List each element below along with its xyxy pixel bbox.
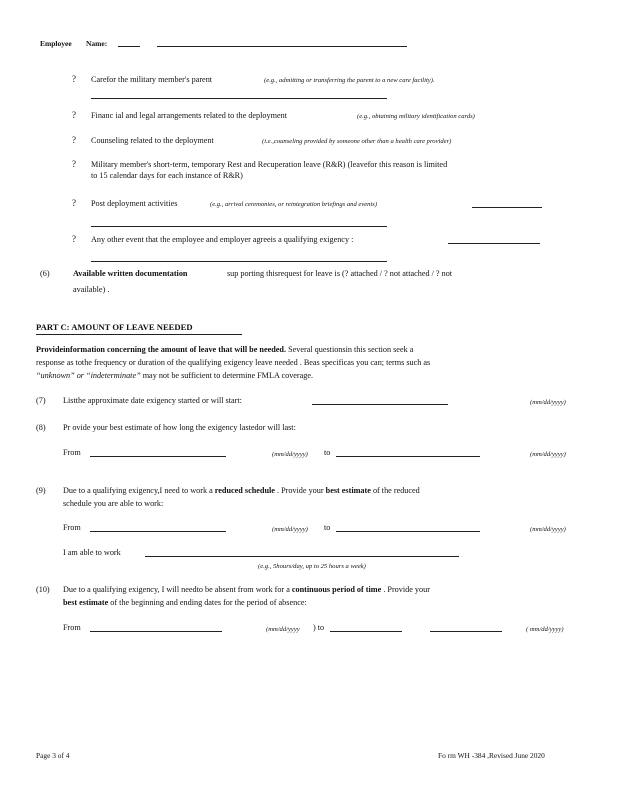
q10-to-date-field[interactable] [330,631,402,632]
q9-number: (9) [36,486,46,495]
q9-to-date-field[interactable] [336,531,480,532]
q10-from-label: From [63,623,81,632]
q7-text: Listthe approximate date exigency started or will start: [63,396,242,405]
employee-name-field[interactable] [157,46,407,47]
checklist-item-note: (e.g., arrival ceremonies, or reintegration briefings and events) [210,201,378,208]
part-c-intro-line2: response as tothe frequency or duration of the qualifying exigency leave needed . Beas specificas you can; terms such as [36,358,431,367]
q7-date-hint: (mm/dd/yyyy) [530,399,566,406]
part-c-intro-bold: Provideinformation concerning the amount of leave that will be needed. [36,345,287,354]
q8-to-date-field[interactable] [336,456,480,457]
checklist-item-note: (e.g., admitting or transferring the parent to a new care facility). [264,77,435,84]
part-c-underline [36,334,242,335]
checkbox-parent-care[interactable]: ? [72,74,76,84]
checklist-item-label: Military member's short-term, temporary Rest and Recuperation leave (R&R) (leavefor this reason is limited [91,160,448,169]
checklist-item-note: (i.e.,counseling provided by someone other than a health care provider) [262,138,452,145]
checklist-item-label: Carefor the military member's parent [91,75,213,84]
q10-from-date-hint: (mm/dd/yyyy [266,626,300,633]
q10-line2 [63,598,307,607]
part-c-intro-line3 [36,371,313,380]
checkbox-financial-legal[interactable]: ? [72,110,76,120]
checkbox-post-deployment[interactable]: ? [72,198,76,208]
q10-from-date-field[interactable] [90,631,222,632]
q10-line2-text: of the beginning and ending dates for the period of absence: [110,598,307,607]
employee-label: Employee [40,39,72,48]
q7-date-field[interactable] [312,404,448,405]
q10-text-a: Due to a qualifying exigency, I will needto be absent from work for a [63,585,290,594]
q7-number: (7) [36,396,46,405]
checklist-item-label: Counseling related to the deployment [91,136,214,145]
post-deployment-field[interactable] [472,207,542,208]
form-number: Fo rm WH -384 ,Revised June 2020 [438,751,545,760]
page-number: Page 3 of 4 [36,751,70,760]
part-c-intro-quoted: “unknown” or “indeterminate” [36,371,141,380]
q9-from-date-field[interactable] [90,531,226,532]
checkbox-other-event[interactable]: ? [72,234,76,244]
q9-text [63,486,420,495]
post-deployment-field-2[interactable] [91,226,387,227]
q8-to-date-hint: (mm/dd/yyyy) [530,451,566,458]
part-c-title: PART C: AMOUNT OF LEAVE NEEDED [36,322,193,332]
checklist-item-note: (e.g., obtaining military identification cards) [357,113,475,120]
name-label: Name: [86,39,108,48]
q8-number: (8) [36,423,46,432]
checklist-item-label: Post deployment activities [91,199,178,208]
q9-bold-a: reduced schedule [214,486,275,495]
checkbox-rest-recuperation[interactable]: ? [72,159,76,169]
checkbox-counseling[interactable]: ? [72,135,76,145]
q10-to-date-hint: ( mm/dd/yyyy) [526,626,564,633]
q9-text-a: Due to a qualifying exigency,I need to work a [63,486,213,495]
checklist-item-label-line2: to 15 calendar days for each instance of R&R) [91,171,243,180]
q9-text-c: of the reduced [372,486,420,495]
q8-from-label: From [63,448,81,457]
q9-able-label: I am able to work [63,548,121,557]
q8-from-date-field[interactable] [90,456,226,457]
q9-bold-b: best estimate [325,486,371,495]
q10-to-date-field-2[interactable] [430,631,502,632]
q9-from-label: From [63,523,81,532]
q10-bold-b: best estimate [63,598,109,607]
q9-to-label: to [324,523,331,532]
q9-from-date-hint: (mm/dd/yyyy) [272,526,308,533]
part-c-intro-rest: Several questionsin this section seek a [286,345,414,354]
q9-able-note: (e.g., 5hours/day, up to 25 hours a week) [258,563,366,570]
q8-text: Pr ovide your best estimate of how long the exigency lastedor will last: [63,423,296,432]
item-6-bold: Available written documentation [73,269,188,278]
checklist-item-label: Any other event that the employee and employer agreeis a qualifying exigency : [91,235,354,244]
q8-from-date-hint: (mm/dd/yyyy) [272,451,308,458]
q10-to-label: ) to [313,623,325,632]
parent-care-field[interactable] [91,98,387,99]
q8-to-label: to [324,448,331,457]
q10-number: (10) [36,585,50,594]
item-6-number: (6) [40,269,50,278]
q9-schedule-field[interactable] [145,556,459,557]
checklist-item-label: Financ ial and legal arrangements related to the deployment [91,111,287,120]
other-event-field-2[interactable] [91,261,387,262]
item-6-text[interactable]: sup porting thisrequest for leave is (? attached / ? not attached / ? not [227,269,453,278]
q10-text-b: . Provide your [383,585,430,594]
other-event-field[interactable] [448,243,540,244]
q9-text-line2: schedule you are able to work: [63,499,164,508]
q10-bold-a: continuous period of time [291,585,382,594]
part-c-intro [36,345,413,354]
q9-to-date-hint: (mm/dd/yyyy) [530,526,566,533]
q10-text [63,585,430,594]
q9-text-b: . Provide your [276,486,324,495]
item-6-text-line2: available) . [73,285,110,294]
part-c-intro-line3-rest: may not be sufficient to determine FMLA coverage. [142,371,314,380]
employee-name-short-field[interactable] [118,46,140,47]
